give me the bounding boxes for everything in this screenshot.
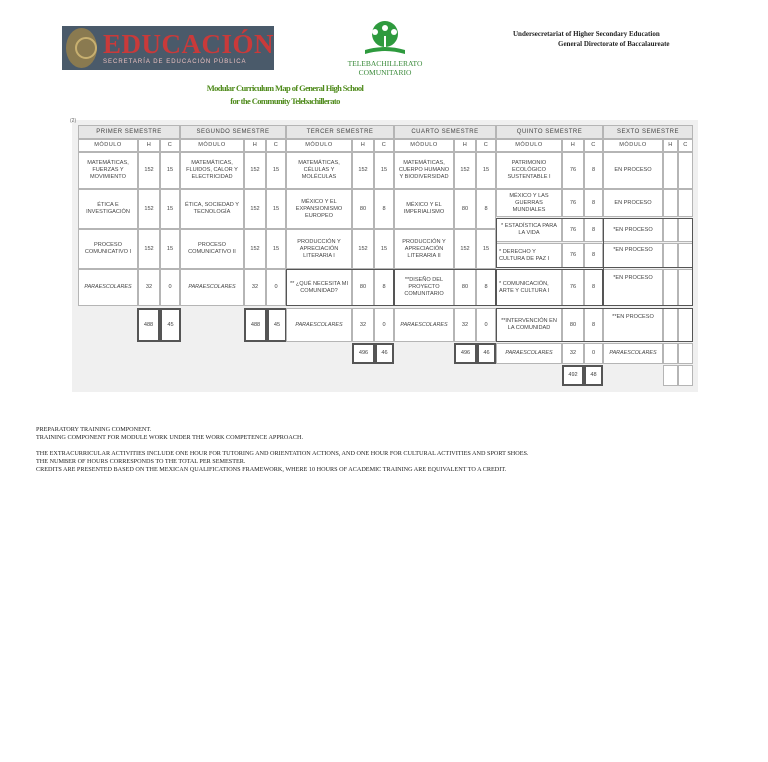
credits-cell <box>678 218 693 242</box>
module-cell: *EN PROCESO <box>603 269 663 306</box>
module-cell: MÉXICO Y LAS GUERRAS MUNDIALES <box>496 189 562 217</box>
total-hours-cell: 496 <box>454 343 477 364</box>
col-h: H <box>138 139 160 152</box>
credits-cell <box>678 343 693 364</box>
directorate-label: General Directorate of Baccalaureate <box>558 40 670 48</box>
module-cell: PARAESCOLARES <box>496 343 562 364</box>
hours-cell: 80 <box>352 269 374 306</box>
module-cell: PARAESCOLARES <box>394 308 454 342</box>
hours-cell: 76 <box>562 243 584 268</box>
hours-cell: 152 <box>244 152 266 189</box>
credits-cell: 8 <box>584 269 603 306</box>
credits-cell: 15 <box>160 152 180 189</box>
col-modulo: MÓDULO <box>180 139 244 152</box>
col-c: C <box>584 139 603 152</box>
semester-header-2: SEGUNDO SEMESTRE <box>180 125 286 139</box>
module-cell: EN PROCESO <box>603 189 663 217</box>
total-credits-cell: 45 <box>160 308 181 342</box>
module-cell: PARAESCOLARES <box>180 269 244 306</box>
col-modulo: MÓDULO <box>603 139 663 152</box>
footnote: TRAINING COMPONENT FOR MODULE WORK UNDER THE WORK COMPETENCE APPROACH. <box>36 434 303 441</box>
col-h: H <box>562 139 584 152</box>
hours-cell: 152 <box>244 189 266 229</box>
total-credits-cell: 45 <box>267 308 287 342</box>
logo-title: EDUCACIÓN <box>102 29 274 59</box>
corner-mark: (2) <box>70 118 77 124</box>
module-cell: EN PROCESO <box>603 152 663 189</box>
module-cell: **DISEÑO DEL PROYECTO COMUNITARIO <box>394 269 454 306</box>
credits-cell: 0 <box>266 269 286 306</box>
module-cell: ** ¿QUÉ NECESITA MI COMUNIDAD? <box>286 269 352 306</box>
col-modulo: MÓDULO <box>394 139 454 152</box>
hours-cell: 80 <box>454 269 476 306</box>
hours-cell: 32 <box>454 308 476 342</box>
module-cell: MATEMÁTICAS, FLUIDOS, CALOR Y ELECTRICIDAD <box>180 152 244 189</box>
total-credits-cell <box>678 365 693 386</box>
col-h: H <box>454 139 476 152</box>
total-credits-cell: 48 <box>584 365 603 386</box>
module-cell: PATRIMONIO ECOLÓGICO SUSTENTABLE I <box>496 152 562 189</box>
credits-cell <box>678 308 693 342</box>
module-cell: PARAESCOLARES <box>286 308 352 342</box>
module-cell: ÉTICA E INVESTIGACIÓN <box>78 189 138 229</box>
col-c: C <box>678 139 693 152</box>
title-line1: Modular Curriculum Map of General High School <box>206 83 364 93</box>
semester-header-6: SEXTO SEMESTRE <box>603 125 693 139</box>
footnotes <box>36 426 556 474</box>
credits-cell: 8 <box>584 189 603 217</box>
footnote: THE NUMBER OF HOURS CORRESPONDS TO THE TOTAL PER SEMESTER. <box>36 458 246 465</box>
hours-cell <box>663 343 678 364</box>
credits-cell: 0 <box>476 308 496 342</box>
module-cell: PROCESO COMUNICATIVO I <box>78 229 138 269</box>
total-hours-cell <box>663 365 678 386</box>
module-cell: PRODUCCIÓN Y APRECIACIÓN LITERARIA I <box>286 229 352 269</box>
total-hours-cell: 496 <box>352 343 375 364</box>
module-cell: MATEMÁTICAS, CUERPO HUMANO Y BIODIVERSIDAD <box>394 152 454 189</box>
total-hours-cell: 488 <box>244 308 267 342</box>
module-cell: MÉXICO Y EL EXPANSIONISMO EUROPEO <box>286 189 352 229</box>
credits-cell: 15 <box>476 152 496 189</box>
module-cell: PARAESCOLARES <box>78 269 138 306</box>
footnote: THE EXTRACURRICULAR ACTIVITIES INCLUDE ONE HOUR FOR TUTORING AND ORIENTATION ACTIONS, AND ONE HOUR FOR CULTURAL ACTIVITIES AND SPORT SHOES. <box>36 450 529 457</box>
hours-cell: 152 <box>244 229 266 269</box>
module-cell: *EN PROCESO <box>603 243 663 268</box>
credits-cell: 8 <box>476 269 496 306</box>
hours-cell: 76 <box>562 218 584 242</box>
hours-cell <box>663 152 678 189</box>
module-cell: MATEMÁTICAS, CÉLULAS Y MOLÉCULAS <box>286 152 352 189</box>
module-cell: MÉXICO Y EL IMPERIALISMO <box>394 189 454 229</box>
hours-cell: 76 <box>562 152 584 189</box>
credits-cell: 8 <box>374 189 394 229</box>
module-cell: ÉTICA, SOCIEDAD Y TECNOLOGÍA <box>180 189 244 229</box>
credits-cell: 8 <box>584 243 603 268</box>
module-cell: MATEMÁTICAS, FUERZAS Y MOVIMIENTO <box>78 152 138 189</box>
col-c: C <box>374 139 394 152</box>
hours-cell <box>663 243 678 268</box>
col-modulo: MÓDULO <box>286 139 352 152</box>
credits-cell <box>678 269 693 306</box>
credits-cell: 15 <box>266 229 286 269</box>
hours-cell <box>663 218 678 242</box>
credits-cell <box>678 189 693 217</box>
credits-cell: 8 <box>476 189 496 229</box>
module-cell: PARAESCOLARES <box>603 343 663 364</box>
hours-cell: 152 <box>138 189 160 229</box>
sep-logo <box>62 26 274 70</box>
telebachillerato-logo <box>345 20 425 78</box>
module-cell: PRODUCCIÓN Y APRECIACIÓN LITERARIA II <box>394 229 454 269</box>
module-cell: *EN PROCESO <box>603 218 663 242</box>
module-cell: **INTERVENCIÓN EN LA COMUNIDAD <box>496 308 562 342</box>
subsecretariat-label: Undersecretariat of Higher Secondary Education <box>513 30 660 38</box>
hours-cell: 152 <box>352 152 374 189</box>
tele-name-line1: TELEBACHILLERATO <box>347 59 423 68</box>
footnote: PREPARATORY TRAINING COMPONENT. <box>36 426 152 433</box>
credits-cell: 15 <box>266 189 286 229</box>
col-h: H <box>244 139 266 152</box>
module-cell: PROCESO COMUNICATIVO II <box>180 229 244 269</box>
module-cell: * COMUNICACIÓN, ARTE Y CULTURA I <box>496 269 562 306</box>
module-cell: * ESTADÍSTICA PARA LA VIDA <box>496 218 562 242</box>
semester-header-3: TERCER SEMESTRE <box>286 125 394 139</box>
total-hours-cell: 488 <box>137 308 160 342</box>
hours-cell: 80 <box>352 189 374 229</box>
hours-cell: 32 <box>562 343 584 364</box>
hours-cell: 152 <box>138 152 160 189</box>
credits-cell: 15 <box>160 189 180 229</box>
semester-header-4: CUARTO SEMESTRE <box>394 125 496 139</box>
credits-cell: 8 <box>584 218 603 242</box>
module-cell: **EN PROCESO <box>603 308 663 342</box>
mexico-seal-icon <box>66 28 97 68</box>
credits-cell: 0 <box>374 308 394 342</box>
hours-cell: 80 <box>562 308 584 342</box>
total-credits-cell: 46 <box>477 343 496 364</box>
logo-subtitle: SECRETARÍA DE EDUCACIÓN PÚBLICA <box>102 59 247 65</box>
hours-cell: 76 <box>562 189 584 217</box>
credits-cell: 15 <box>266 152 286 189</box>
hours-cell: 152 <box>352 229 374 269</box>
credits-cell: 15 <box>476 229 496 269</box>
hours-cell: 32 <box>138 269 160 306</box>
hours-cell <box>663 189 678 217</box>
tree-book-icon <box>363 20 407 58</box>
footnote: CREDITS ARE PRESENTED BASED ON THE MEXICAN QUALIFICATIONS FRAMEWORK, WHERE 10 HOURS OF ACADEMIC TRAINING ARE EQUIVALENT TO A CREDIT. <box>36 466 507 473</box>
credits-cell: 0 <box>584 343 603 364</box>
hours-cell: 80 <box>454 189 476 229</box>
credits-cell <box>678 243 693 268</box>
col-h: H <box>663 139 678 152</box>
hours-cell <box>663 308 678 342</box>
hours-cell: 32 <box>352 308 374 342</box>
tele-name-line2: COMUNITARIO <box>358 68 412 77</box>
col-modulo: MÓDULO <box>78 139 138 152</box>
total-credits-cell: 46 <box>375 343 394 364</box>
credits-cell: 8 <box>374 269 394 306</box>
page-title <box>150 82 420 108</box>
credits-cell: 15 <box>374 152 394 189</box>
hours-cell: 76 <box>562 269 584 306</box>
col-c: C <box>160 139 180 152</box>
credits-cell: 8 <box>584 308 603 342</box>
hours-cell: 152 <box>138 229 160 269</box>
module-cell: * DERECHO Y CULTURA DE PAZ I <box>496 243 562 268</box>
col-c: C <box>476 139 496 152</box>
credits-cell: 15 <box>374 229 394 269</box>
credits-cell <box>678 152 693 189</box>
hours-cell: 32 <box>244 269 266 306</box>
hours-cell <box>663 269 678 306</box>
credits-cell: 15 <box>160 229 180 269</box>
col-h: H <box>352 139 374 152</box>
col-c: C <box>266 139 286 152</box>
title-line2: for the Community Telebachillerato <box>230 96 340 106</box>
semester-header-5: QUINTO SEMESTRE <box>496 125 603 139</box>
credits-cell: 8 <box>584 152 603 189</box>
total-hours-cell: 492 <box>562 365 584 386</box>
hours-cell: 152 <box>454 152 476 189</box>
semester-header-1: PRIMER SEMESTRE <box>78 125 180 139</box>
hours-cell: 152 <box>454 229 476 269</box>
col-modulo: MÓDULO <box>496 139 562 152</box>
credits-cell: 0 <box>160 269 180 306</box>
